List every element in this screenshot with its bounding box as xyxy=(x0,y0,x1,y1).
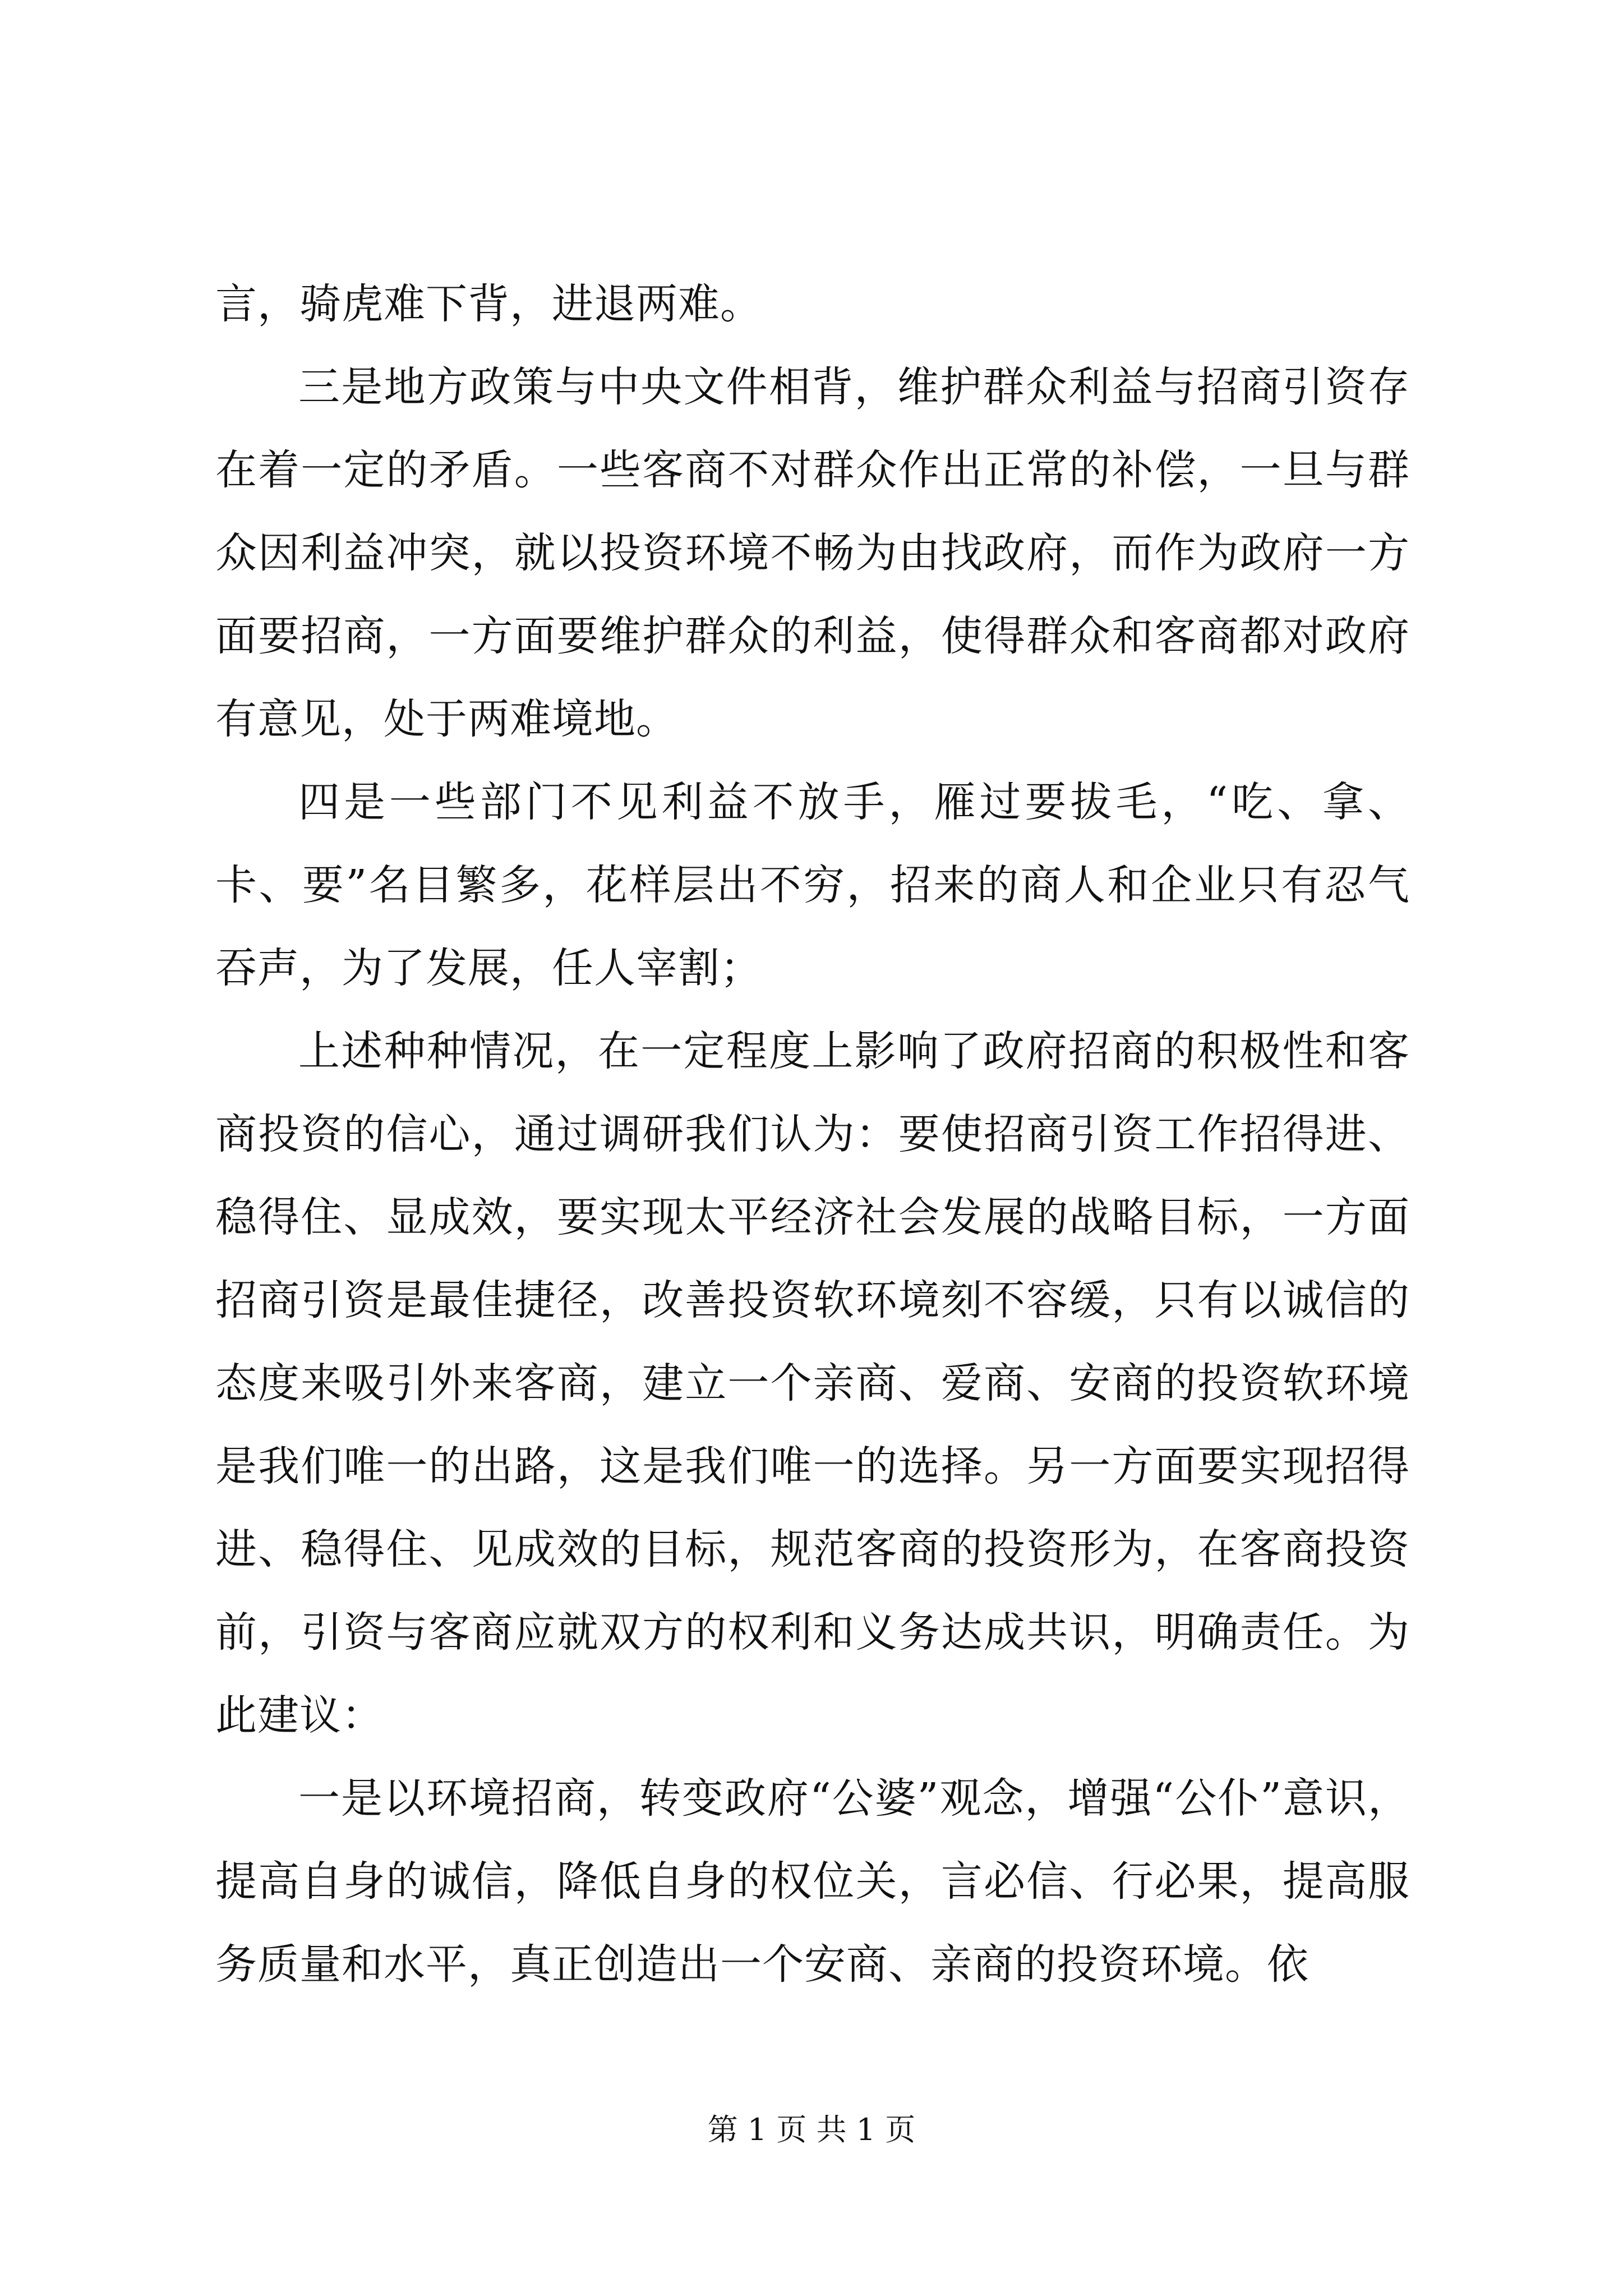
paragraph-3: 四是一些部门不见利益不放手，雁过要拔毛，“吃、拿、卡、要”名目繁多，花样层出不穷，招来的商人和企业只有忍气吞声，为了发展，任人宰割； xyxy=(215,778,1410,992)
page-footer: 第 1 页 共 1 页 xyxy=(707,2112,916,2147)
paragraph-2: 三是地方政策与中央文件相背，维护群众利益与招商引资存在着一定的矛盾。一些客商不对群众作出正常的补偿，一旦与群众因利益冲突，就以投资环境不畅为由找政府，而作为政府一方面要招商，一方面要维护群众的利益，使得群众和客商都对政府有意见，处于两难境地。 xyxy=(215,363,1410,743)
paragraph-1: 言，骑虎难下背，进退两难。 xyxy=(215,280,762,328)
paragraph-5: 一是以环境招商，转变政府“公婆”观念，增强“公仆”意识，提高自身的诚信，降低自身的权位关，言必信、行必果，提高服务质量和水平，真正创造出一个安商、亲商的投资环境。依 xyxy=(215,1774,1410,1989)
paragraph-4: 上述种种情况，在一定程度上影响了政府招商的积极性和客商投资的信心，通过调研我们认为：要使招商引资工作招得进、稳得住、显成效，要实现太平经济社会发展的战略目标，一方面招商引资是最佳捷径，改善投资软环境刻不容缓，只有以诚信的态度来吸引外来客商，建立一个亲商、爱商、安商的投资软环境是我们唯一的出路，这是我们唯一的选择。另一方面要实现招得进、稳得住、见成效的目标，规范客商的投资形为，在客商投资前，引资与客商应就双方的权利和义务达成共识，明确责任。为此建议： xyxy=(215,1027,1410,1740)
document-body xyxy=(215,263,1410,2006)
